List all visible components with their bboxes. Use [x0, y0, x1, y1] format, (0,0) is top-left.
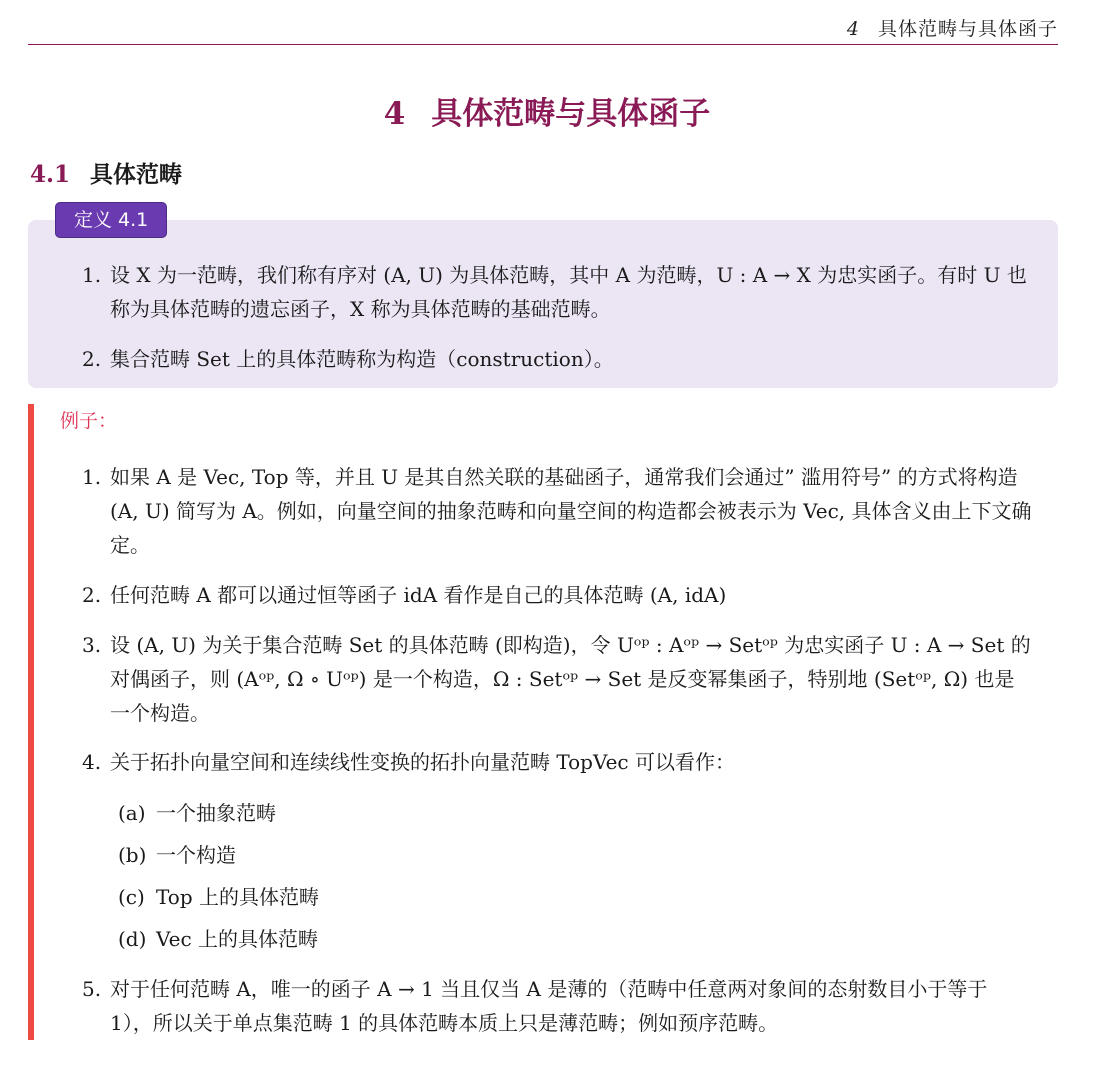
example-item — [82, 972, 1032, 1040]
definition-item — [82, 258, 1032, 326]
example-item — [82, 460, 1032, 562]
definition-item — [82, 342, 1032, 376]
sub-item — [118, 838, 236, 872]
sub-item-text: Vec 上的具体范畴 — [156, 927, 319, 951]
item-number: 2. — [82, 347, 102, 371]
item-text: 关于拓扑向量空间和连续线性变换的拓扑向量范畴 TopVec 可以看作： — [110, 750, 735, 774]
item-text: 设 X 为一范畴，我们称有序对 (A, U) 为具体范畴，其中 A 为范畴，U : A → X 为忠实函子。有时 U 也称为具体范畴的遗忘函子，X 称为具体范畴的基础范畴。 — [110, 263, 1027, 321]
item-number: 5. — [82, 977, 102, 1001]
example-label: 例子： — [60, 410, 118, 432]
running-head-number: 4 — [846, 18, 860, 40]
sub-item-text: 一个抽象范畴 — [156, 801, 276, 825]
chapter-title — [0, 88, 1094, 133]
sub-item-text: 一个构造 — [156, 843, 236, 867]
chapter-title-text: 具体范畴与具体函子 — [431, 96, 711, 132]
sub-item-text: Top 上的具体范畴 — [156, 885, 319, 909]
running-head-title: 具体范畴与具体函子 — [877, 18, 1058, 40]
section-title — [30, 156, 182, 189]
item-number: 3. — [82, 633, 102, 657]
sub-item — [118, 796, 276, 830]
item-number: 4. — [82, 750, 102, 774]
item-text: 如果 A 是 Vec, Top 等，并且 U 是其自然关联的基础函子，通常我们会通过” 滥用符号” 的方式将构造 (A, U) 简写为 A。例如，向量空间的抽象范畴和向量空间的构造都会被表示为 Vec, 具体含义由上下文确定。 — [110, 465, 1032, 557]
item-number: 2. — [82, 583, 102, 607]
running-head — [28, 14, 1058, 41]
sub-item-number: (c) — [118, 885, 145, 909]
example-item — [82, 745, 1032, 779]
section-title-text: 具体范畴 — [90, 161, 183, 188]
chapter-number: 4 — [383, 96, 406, 132]
item-text: 设 (A, U) 为关于集合范畴 Set 的具体范畴 (即构造)，令 Uᵒᵖ : Aᵒᵖ → Setᵒᵖ 为忠实函子 U : A → Set 的对偶函子，则 (Aᵒᵖ, Ω ∘ Uᵒᵖ) 是一个构造，Ω : Setᵒᵖ → Set 是反变幂集函子，特别地 (Setᵒᵖ, Ω) 也是一个构造。 — [110, 633, 1031, 725]
definition-label: 定义 4.1 — [56, 203, 166, 237]
sub-item — [118, 922, 318, 956]
sub-item-number: (b) — [118, 843, 147, 867]
example-item — [82, 628, 1032, 730]
item-number: 1. — [82, 263, 102, 287]
header-rule — [28, 44, 1058, 45]
sub-item — [118, 880, 319, 914]
example-bar — [28, 404, 34, 1040]
item-text: 集合范畴 Set 上的具体范畴称为构造（construction）。 — [110, 347, 614, 371]
example-item — [82, 578, 1032, 612]
sub-item-number: (d) — [118, 927, 147, 951]
item-text: 对于任何范畴 A，唯一的函子 A → 1 当且仅当 A 是薄的（范畴中任意两对象间的态射数目小于等于 1），所以关于单点集范畴 1 的具体范畴本质上只是薄范畴；例如预序范畴。 — [110, 977, 988, 1035]
item-number: 1. — [82, 465, 102, 489]
section-number: 4.1 — [30, 161, 71, 188]
item-text: 任何范畴 A 都可以通过恒等函子 idA 看作是自己的具体范畴 (A, idA) — [110, 583, 727, 607]
sub-item-number: (a) — [118, 801, 146, 825]
